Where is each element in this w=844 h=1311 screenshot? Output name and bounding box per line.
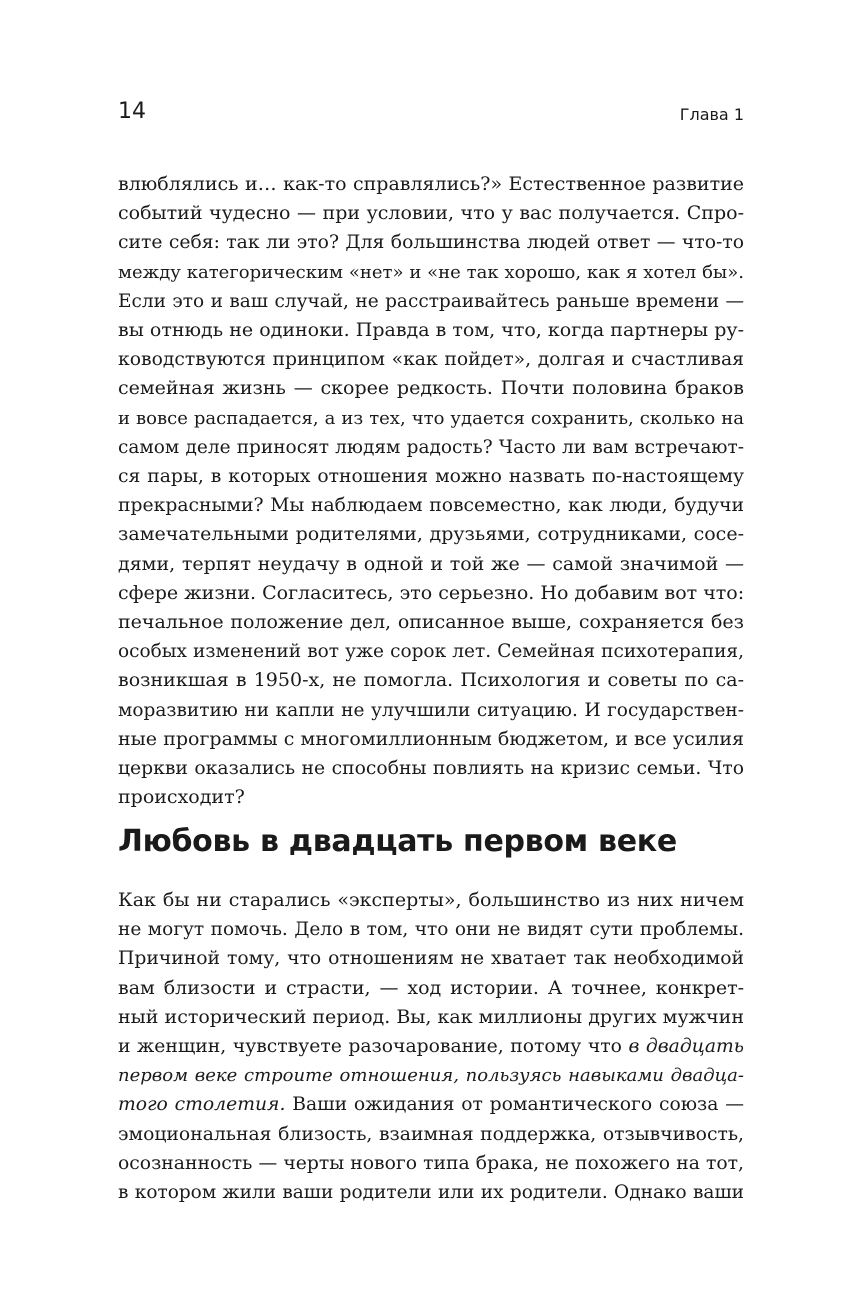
text-line: церкви оказались не способны повлиять на кризис семьи. Что	[118, 758, 744, 780]
italic-fragment: первом веке строите отношения, пользуясь навыками двадца-	[118, 1065, 744, 1087]
italic-fragment: в двадцать	[628, 1036, 744, 1058]
text-line	[118, 1061, 744, 1090]
text-line: ководствуются принципом «как пойдет», долгая и счастливая	[118, 349, 744, 371]
italic-fragment: того столетия.	[118, 1094, 286, 1116]
text-line: сите себя: так ли это? Для большинства людей ответ — что-то	[118, 232, 744, 254]
text-line: замечательными родителями, друзьями, сотрудниками, сосе-	[118, 523, 744, 546]
text-line: семейная жизнь — скорее редкость. Почти половина браков	[118, 377, 744, 400]
text-fragment: и женщин, чувствуете разочарование, потому что	[118, 1036, 629, 1058]
text-line: событий чудесно — при условии, что у вас получается. Спро-	[118, 202, 744, 225]
text-line: ные программы с многомиллионным бюджетом, и все усилия	[118, 727, 744, 750]
text-line: возникшая в 1950-х, не помогла. Психология и советы по са-	[118, 669, 744, 692]
chapter-header: Глава 1	[679, 105, 744, 124]
text-line: происходит?	[118, 786, 245, 809]
body-paragraph-2	[118, 886, 744, 1207]
text-line: Причиной тому, что отношениям не хватает так необходимой	[118, 948, 744, 970]
text-line: особых изменений вот уже сорок лет. Семейная психотерапия,	[118, 641, 744, 663]
text-line: сфере жизни. Согласитесь, это серьезно. Но добавим вот что:	[118, 581, 745, 604]
text-line: ный исторический период. Вы, как миллионы других мужчин	[118, 1005, 744, 1028]
text-line: Если это и ваш случай, не расстраивайтесь раньше времени —	[118, 290, 744, 312]
section-heading: Любовь в двадцать первом веке	[118, 824, 677, 859]
text-line: влюблялись и… как-то справлялись?» Естественное развитие	[118, 173, 744, 195]
text-line: вы отнюдь не одиноки. Правда в том, что, когда партнеры ру-	[118, 319, 744, 342]
text-line: в котором жили ваши родители или их родители. Однако ваши	[118, 1182, 744, 1204]
text-line: прекрасными? Мы наблюдаем повсеместно, как люди, будучи	[118, 495, 744, 517]
text-line: печальное положение дел, описанное выше, сохраняется без	[118, 611, 744, 634]
text-line	[118, 1090, 744, 1119]
text-line: дями, терпят неудачу в одной и той же — самой значимой —	[118, 552, 744, 575]
text-line: и вовсе распадается, а из тех, что удается сохранить, сколько на	[118, 407, 744, 429]
text-line: между категорическим «нет» и «не так хорошо, как я хотел бы».	[118, 261, 744, 283]
text-line	[118, 1032, 744, 1061]
text-line: вам близости и страсти, — ход истории. А точнее, конкрет-	[118, 976, 744, 999]
text-line: эмоциональная близость, взаимная поддержка, отзывчивость,	[118, 1123, 744, 1145]
text-line: Как бы ни старались «эксперты», большинство из них ничем	[118, 889, 744, 911]
text-line: осознанность — черты нового типа брака, не похожего на тот,	[118, 1152, 744, 1174]
text-line: самом деле приносят людям радость? Часто ли вам встречают-	[118, 436, 744, 458]
text-line: моразвитию ни капли не улучшили ситуацию. И государствен-	[118, 699, 744, 721]
text-line: ся пары, в которых отношения можно назвать по-настоящему	[118, 466, 744, 488]
text-fragment: Ваши ожидания от романтического союза —	[285, 1094, 744, 1116]
text-line: не могут помочь. Дело в том, что они не видят сути проблемы.	[118, 919, 744, 941]
page-number: 14	[118, 99, 146, 124]
body-paragraph-1	[118, 170, 744, 812]
